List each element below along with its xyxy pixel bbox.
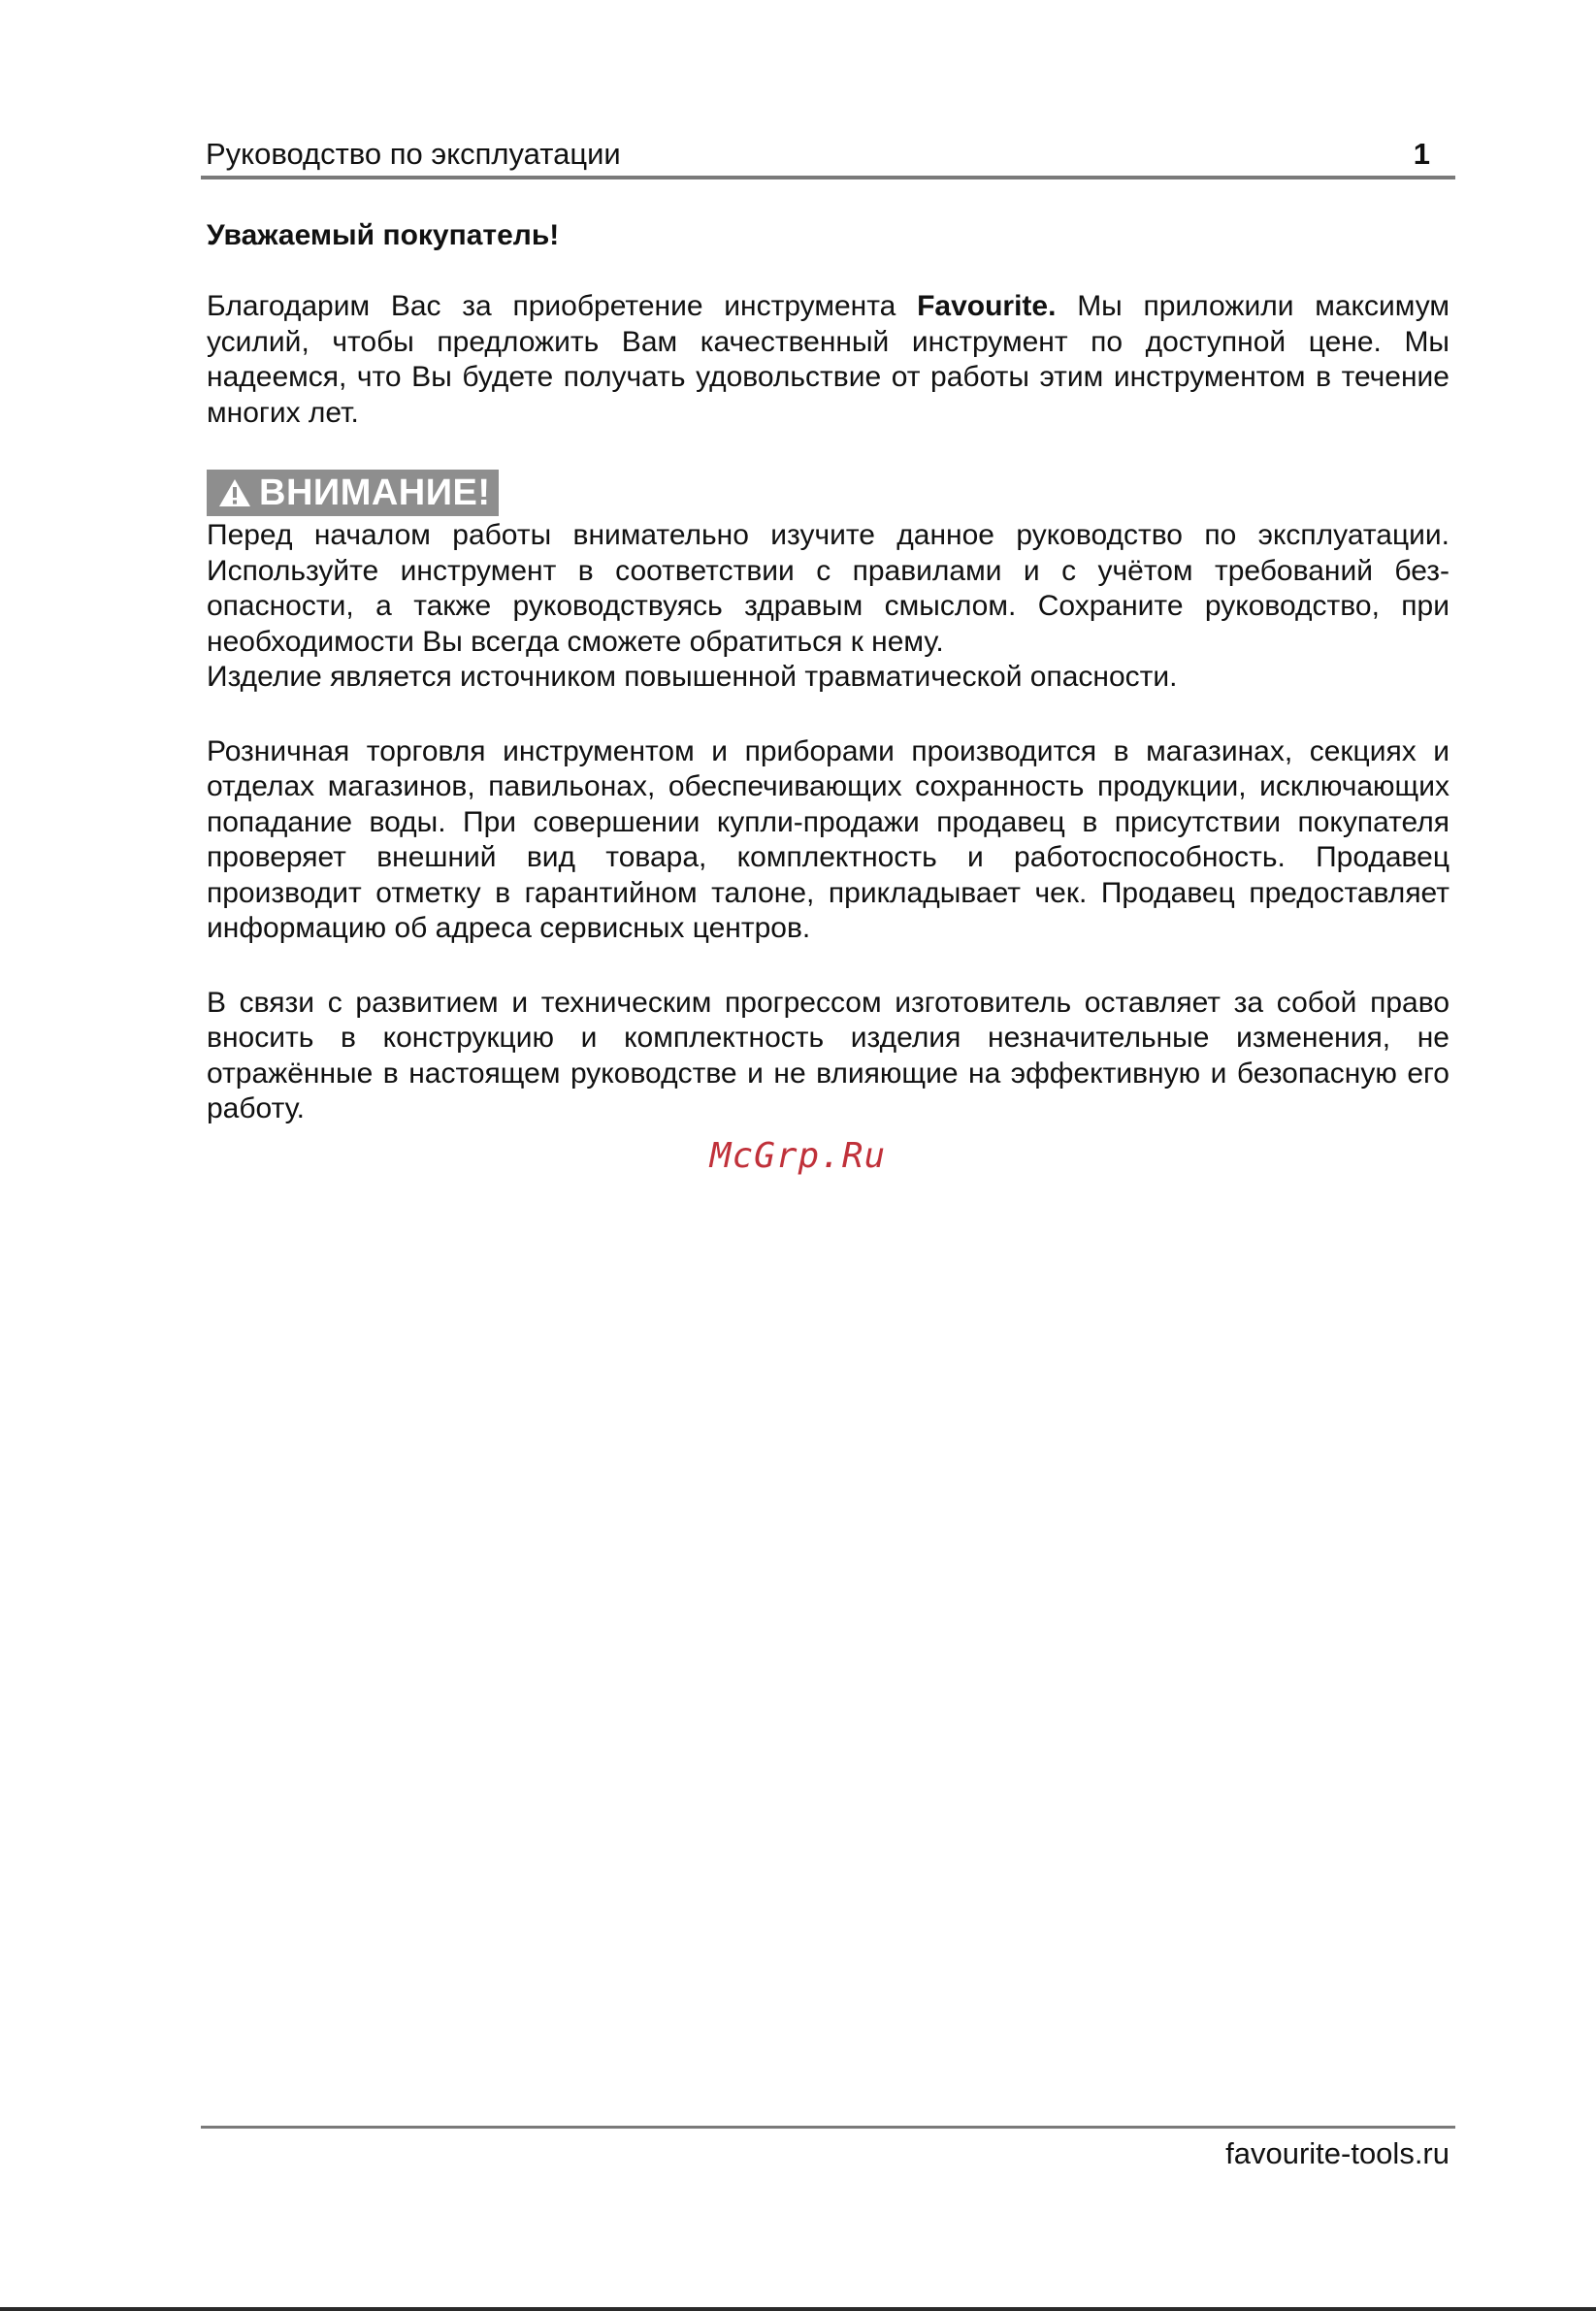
warning-triangle-icon xyxy=(218,478,251,507)
warning-block xyxy=(207,470,1449,696)
intro-text-end: Мы приложили максимум усилий, чтобы предложить Вам качественный инструмент по доступной цене. Мы надеемся, что Вы будете получать удовольствие от работы этим инструментом в течение многих лет. xyxy=(207,290,1449,429)
intro-paragraph xyxy=(207,289,1449,431)
footer-website: favourite-tools.ru xyxy=(1225,2136,1449,2170)
warning-paragraph: Перед началом работы внимательно изучите данное руководство по эксплуатации. Используйте инструмент в соответствии с правилами и с учётом требований безопасности, а также руководствуясь здравым смыслом. Сохраните руководство, при необходимости Вы всегда сможете обратиться к нему. xyxy=(207,519,1449,658)
warning-badge xyxy=(207,470,499,516)
header-title: Руководство по эксплуатации xyxy=(206,137,621,171)
footer-divider xyxy=(201,2126,1455,2129)
brand-name: Favourite. xyxy=(917,290,1057,322)
page-number: 1 xyxy=(1413,137,1430,171)
hazard-notice: Изделие является источником повышенной травматической опасности. xyxy=(207,661,1178,693)
intro-text-start: Благодарим Вас за приобретение инструмента xyxy=(207,290,918,322)
warning-label: ВНИМАНИЕ! xyxy=(259,472,491,513)
greeting-heading: Уважаемый покупатель! xyxy=(207,219,560,251)
header-divider xyxy=(201,176,1455,179)
page-header xyxy=(206,132,1453,177)
retail-paragraph: Розничная торговля инструментом и приборами производится в магазинах, секциях и отделах магазинов, павильонах, обеспечивающих сохранность продукции, исключающих попадание воды. При совершении купли-продажи продавец в присутствии покупателя проверяет внешний вид товара, комплектность и работоспособность. Продавец производит отметку в гарантийном талоне, прикладывает чек. Продавец предоставляет информацию об адреса сервисных центров. xyxy=(207,734,1449,944)
page-content xyxy=(207,215,1449,1127)
watermark-logo: McGrp.Ru xyxy=(709,1136,887,1176)
page-bottom-edge xyxy=(0,2307,1596,2311)
changes-paragraph: В связи с развитием и техническим прогрессом изготовитель оставляет за собой право вносить в конструкцию и комплектность изделия незначительные изменения, не отражённые в настоящем руководстве и не влияющие на эффективную и безопасную его работу. xyxy=(207,986,1449,1124)
